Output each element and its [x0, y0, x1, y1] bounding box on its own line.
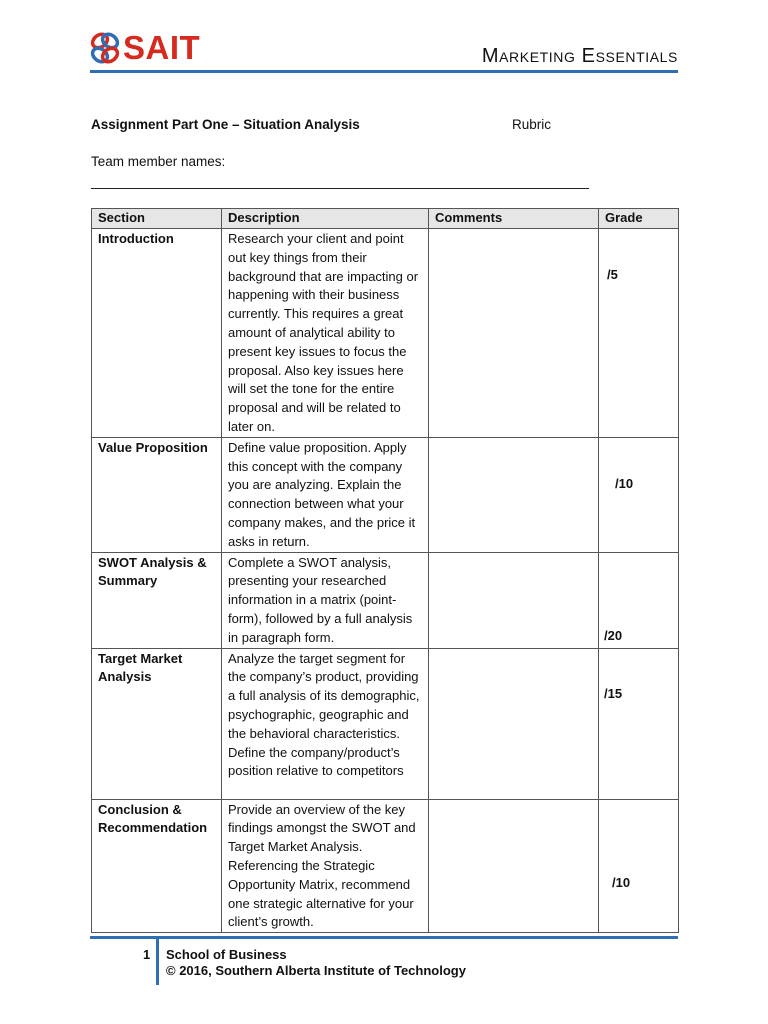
footer-vertical-divider: [156, 939, 159, 985]
comments-cell[interactable]: [429, 229, 599, 438]
team-member-label: Team member names:: [91, 154, 226, 169]
footer-school: School of Business: [166, 947, 287, 962]
description-cell: Define value proposition. Apply this concept with the company you are analyzing. Explain the connection between what your company makes, and the price it asks in return.: [222, 437, 429, 552]
column-header-description: Description: [222, 209, 429, 229]
page-number: 1: [143, 947, 151, 962]
table-row: [92, 552, 679, 648]
grade-value: /15: [604, 685, 623, 701]
grade-cell[interactable]: [599, 799, 679, 933]
document-title: Marketing Essentials: [481, 45, 678, 67]
section-cell: Target Market Analysis: [92, 648, 222, 799]
section-cell: Value Proposition: [92, 437, 222, 552]
grade-cell[interactable]: [599, 648, 679, 799]
grade-cell[interactable]: [599, 437, 679, 552]
comments-cell[interactable]: [429, 437, 599, 552]
grade-value: /20: [604, 627, 623, 643]
table-row: [92, 229, 679, 438]
comments-cell[interactable]: [429, 552, 599, 648]
grade-cell[interactable]: [599, 552, 679, 648]
footer-text: [166, 947, 466, 979]
assignment-title: Assignment Part One – Situation Analysis: [91, 117, 360, 132]
table-header-row: [92, 209, 679, 229]
grade-cell[interactable]: [599, 229, 679, 438]
footer-divider: [90, 936, 678, 939]
sait-logo-icon: [90, 31, 120, 65]
column-header-comments: Comments: [429, 209, 599, 229]
rubric-table: [91, 208, 679, 933]
page-header: [90, 28, 678, 74]
header-divider: [90, 70, 678, 73]
grade-value: /10: [612, 874, 631, 890]
footer-copyright: © 2016, Southern Alberta Institute of Technology: [166, 963, 466, 978]
description-cell: Provide an overview of the key findings amongst the SWOT and Target Market Analysis. Referencing the Strategic Opportunity Matrix, recommend one strategic alternative for your client’s growth.: [222, 799, 429, 933]
table-row: [92, 648, 679, 799]
section-cell: Conclusion & Recommendation: [92, 799, 222, 933]
section-cell: SWOT Analysis & Summary: [92, 552, 222, 648]
table-row: [92, 799, 679, 933]
comments-cell[interactable]: [429, 799, 599, 933]
table-row: [92, 437, 679, 552]
sait-logo: [90, 30, 200, 66]
comments-cell[interactable]: [429, 648, 599, 799]
column-header-section: Section: [92, 209, 222, 229]
team-names-blank-line: [91, 188, 589, 189]
grade-value: /5: [607, 267, 618, 282]
grade-value: /10: [615, 475, 634, 491]
description-cell: Analyze the target segment for the company’s product, providing a full analysis of its demographic, psychographic, geographic and the behavioral characteristics. Define the company/product’s position relative to competitors: [222, 648, 429, 799]
section-cell: Introduction: [92, 229, 222, 438]
column-header-grade: Grade: [599, 209, 679, 229]
logo-wordmark: SAIT: [123, 29, 201, 66]
rubric-label: Rubric: [512, 117, 552, 132]
description-cell: Complete a SWOT analysis, presenting your researched information in a matrix (point-form), followed by a full analysis in paragraph form.: [222, 552, 429, 648]
description-cell: Research your client and point out key things from their background that are impacting or happening with their business currently. This requires a great amount of analytical ability to present key issues to focus the proposal. Also key issues here will set the tone for the entire proposal and will be related to later on.: [222, 229, 429, 438]
